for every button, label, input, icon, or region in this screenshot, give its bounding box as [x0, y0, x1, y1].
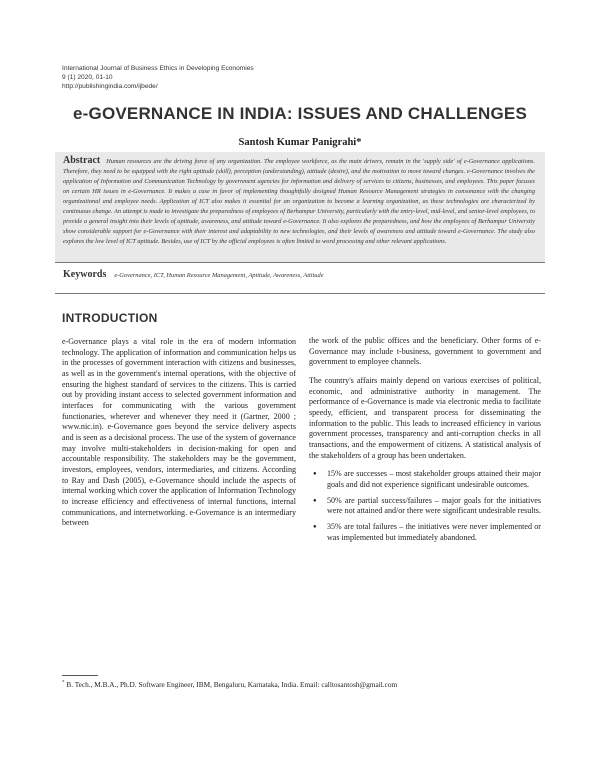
footnote-divider [62, 675, 98, 676]
right-column [309, 336, 541, 548]
bullet-item: ● 15% are successes – most stakeholder groups attained their major goals and did not experience significant undesirable outcomes. [309, 469, 541, 490]
bullet-item: ● 50% are partial success/failures – major goals for the initiatives were not attained and/or there were significant undesirable results. [309, 496, 541, 517]
journal-url[interactable]: http://publishingindia.com/ijbede/ [62, 83, 158, 90]
journal-header [62, 64, 254, 91]
bullet-list [309, 469, 541, 543]
journal-name: International Journal of Business Ethics in Developing Economies [62, 65, 254, 72]
keywords-label: Keywords [63, 269, 107, 280]
bullet-item: ● 35% are total failures – the initiatives were never implemented or was implemented but immediately abandoned. [309, 522, 541, 543]
left-column [62, 337, 296, 529]
abstract-text: Human resources are the driving force of any organization. The employee workforce, as the main drivers, remain in the 'supply side' of e-Governance applications. Therefore, they need to be equipped with the right aptitude (skill), perception (understanding), attitude (desire), and the motivation to move toward changes. e-Governance involves the application of Information and Communication Technology by government agencies for information and delivery of services to citizens, businesses, and employees. This paper focuses on certain HR issues in e-Governance. It makes a case in favor of implementing thoughtfully designed Human Resource Management strategies in consonance with the changing organizational and employee needs. Application of ICT also makes it essential for an organization to become a learning organization, as these technologies are characterized by continuous change. An attempt is made to investigate the preparedness of employees of Berhampur University, particularly with the entry-level, mid-level, and senior-level employees, to provide a general insight into their levels of aptitude, awareness, and attitude toward e-Governance. It also explores the preparedness, and how the employees of Berhampur University show considerable support for e-Governance with their interest and adaptability to new technologies, and their levels of awareness and attitude toward e-Governance. The study also explores the low level of ICT aptitude. Besides, use of ICT by the official employees is often limited to word processing and other relevant applications. [63, 158, 535, 246]
footnote [62, 680, 397, 689]
intro-paragraph-right-2: The country's affairs mainly depend on various exercises of political, economic, and administrative authority in management. The performance of e-Governance is made via electronic media to facilitate speedy, efficient, and transparent process for disseminating the information to the public. This leads to increased efficiency in various government processes, transparency and anti-corruption checks in all transactions, and the empowerment of citizens. A statistical analysis of the stakeholders of a group has been undertaken. [309, 375, 541, 460]
paper-title: e-GOVERNANCE IN INDIA: ISSUES AND CHALLENGES [73, 104, 527, 123]
footnote-marker: * [62, 680, 65, 686]
keywords-box [55, 262, 545, 294]
intro-paragraph-left: e-Governance plays a vital role in the era of modern information technology. The application of information and communication helps us in the processes of government interaction with citizens and businesses, as well as in the government's internal operations, with the objective of ensuring the highest standard of services to the citizens. This is carried out by providing instant access to selected government information and interfaces for communicating with the various government functionaries, wherever and whenever they need it (Gartner, 2000 ; www.nic.in). e-Governance goes beyond the service delivery aspects and is seen as a decisional process. The use of the system of governance may involve multi-stakeholders in decision-making for open and accountable responsibility. The stakeholders may be the government, investors, employees, vendors, intermediaries, and citizens. According to Ray and Dash (2005), e-Governance should include the aspects of internal working which cover the application of Information Technology to increase efficiency and effectiveness of internal functions, internal communications, and internetworking. e-Governance is an intermediary between [62, 337, 296, 528]
section-heading: INTRODUCTION [62, 311, 158, 325]
author-name: Santosh Kumar Panigrahi* [238, 137, 362, 148]
keywords-text: e-Governance, ICT, Human Resource Management, Aptitude, Awareness, Attitude [114, 272, 324, 279]
footnote-text: B. Tech., M.B.A., Ph.D. Software Engineer, IBM, Bengaluru, Karnataka, India. Email: calltosantosh@gmail.com [66, 680, 398, 689]
intro-paragraph-right-1: the work of the public offices and the beneficiary. Other forms of e-Governance may include t-business, government to government and government to employee channels. [309, 336, 541, 367]
journal-issue: 9 (1) 2020, 01-10 [62, 74, 113, 81]
abstract-box [55, 152, 545, 262]
abstract-label: Abstract [63, 155, 101, 166]
